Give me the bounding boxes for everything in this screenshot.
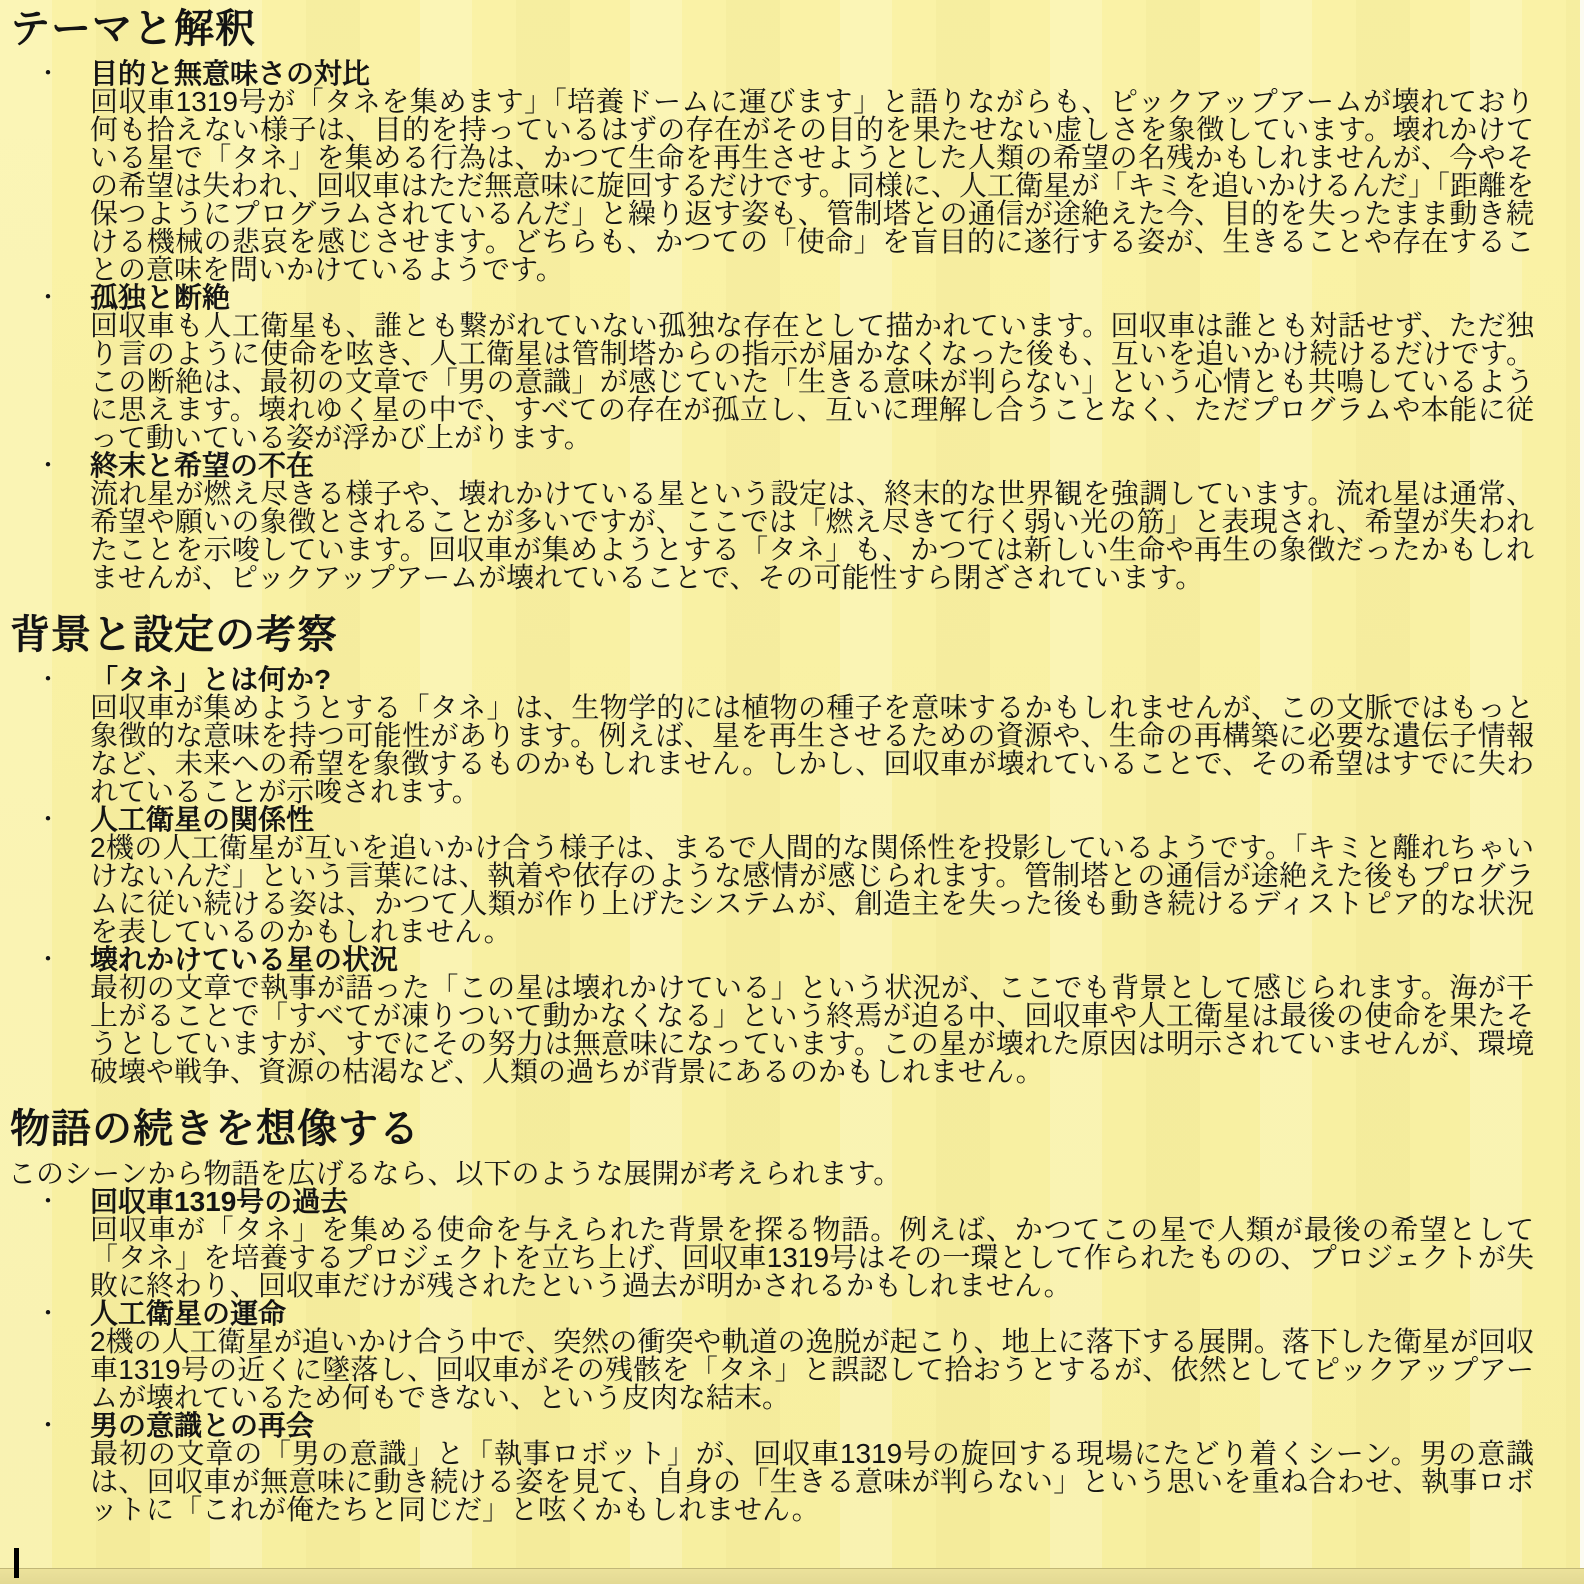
list-item xyxy=(0,1412,1584,1524)
item-body: 2機の人工衛星が追いかけ合う中で、突然の衝突や軌道の逸脱が起こり、地上に落下する展開。落下した衛星が回収車1319号の近くに墜落し、回収車がその残骸を「タネ」と誤認して拾おうとするが、依然としてピックアップアームが壊れているため何もできない、という皮肉な結末。 xyxy=(90,1326,1535,1413)
window-resize-edge[interactable] xyxy=(0,1568,1584,1584)
item-body: 回収車1319号が「タネを集めます」「培養ドームに運びます」と語りながらも、ピックアップアームが壊れており何も拾えない様子は、目的を持っているはずの存在がその目的を果たせない虚しさを象徴しています。壊れかけている星で「タネ」を集める行為は、かつて生命を再生させようとした人類の希望の名残かもしれませんが、今やその希望は失われ、回収車はただ無意味に旋回するだけです。同様に、人工衛星が「キミを追いかけるんだ」「距離を保つようにプログラムされているんだ」と繰り返す姿も、管制塔との通信が途絶えた今、目的を失ったまま動き続ける機械の悲哀を感じさせます。どちらも、かつての「使命」を盲目的に遂行する姿が、生きることや存在することの意味を問いかけているようです。 xyxy=(90,86,1534,285)
window-right-edge xyxy=(1580,0,1584,1584)
item-title: 終末と希望の不在 xyxy=(90,450,315,481)
section-heading-themes: テーマと解釈 xyxy=(10,7,256,51)
bullet-icon: ・ xyxy=(36,1188,60,1215)
bullet-icon: ・ xyxy=(36,60,60,87)
bullet-list xyxy=(0,1188,1584,1524)
item-title: 孤独と断絶 xyxy=(90,282,231,313)
list-item xyxy=(0,284,1584,452)
item-title: 回収車1319号の過去 xyxy=(90,1186,349,1217)
bullet-icon: ・ xyxy=(36,666,60,693)
bullet-list xyxy=(0,666,1584,1086)
item-body: 最初の文章の「男の意識」と「執事ロボット」が、回収車1319号の旋回する現場にたどり着くシーン。男の意識は、回収車が無意味に動き続ける姿を見て、自身の「生きる意味が判らない」という思いを重ね合わせ、執事ロボットに「これが俺たちと同じだ」と呟くかもしれません。 xyxy=(90,1438,1534,1525)
item-title: 目的と無意味さの対比 xyxy=(90,58,371,89)
bullet-icon: ・ xyxy=(36,284,60,311)
text-cursor xyxy=(14,1548,19,1578)
list-item xyxy=(0,1300,1584,1412)
item-title: 人工衛星の関係性 xyxy=(90,804,315,835)
list-item xyxy=(0,452,1584,592)
item-body: 回収車が集めようとする「タネ」は、生物学的には植物の種子を意味するかもしれませんが、この文脈ではもっと象徴的な意味を持つ可能性があります。例えば、星を再生させるための資源や、生命の再構築に必要な遺伝子情報など、未来への希望を象徴するものかもしれません。しかし、回収車が壊れていることで、その希望はすでに失われていることが示唆されます。 xyxy=(90,692,1534,807)
item-title: 壊れかけている星の状況 xyxy=(90,944,399,975)
bullet-icon: ・ xyxy=(36,806,60,833)
note-text-content xyxy=(0,6,1584,1524)
item-body: 最初の文章で執事が語った「この星は壊れかけている」という状況が、ここでも背景として感じられます。海が干上がることで「すべてが凍りついて動かなくなる」という終焉が迫る中、回収車や人工衛星は最後の使命を果たそうとしていますが、すでにその努力は無意味になっています。この星が壊れた原因は明示されていませんが、環境破壊や戦争、資源の枯渇など、人類の過ちが背景にあるのかもしれません。 xyxy=(90,972,1534,1087)
item-title: 「タネ」とは何か? xyxy=(90,664,332,695)
item-title: 男の意識との再会 xyxy=(90,1410,315,1441)
bullet-icon: ・ xyxy=(36,1300,60,1327)
section-heading-setting: 背景と設定の考察 xyxy=(10,613,338,657)
bullet-icon: ・ xyxy=(36,946,60,973)
section-intro: このシーンから物語を広げるなら、以下のような展開が考えられます。 xyxy=(8,1158,902,1189)
list-item xyxy=(0,666,1584,806)
item-title: 人工衛星の運命 xyxy=(90,1298,287,1329)
item-body: 回収車も人工衛星も、誰とも繋がれていない孤独な存在として描かれています。回収車は誰とも対話せず、ただ独り言のように使命を呟き、人工衛星は管制塔からの指示が届かなくなった後も、互いを追いかけ続けるだけです。この断絶は、最初の文章で「男の意識」が感じていた「生きる意味が判らない」という心情とも共鳴しているように思えます。壊れゆく星の中で、すべての存在が孤立し、互いに理解し合うことなく、ただプログラムや本能に従って動いている姿が浮かび上がります。 xyxy=(90,310,1534,453)
list-item xyxy=(0,806,1584,946)
item-body: 2機の人工衛星が互いを追いかけ合う様子は、まるで人間的な関係性を投影しているようです。「キミと離れちゃいけないんだ」という言葉には、執着や依存のような感情が感じられます。管制塔との通信が途絶えた後もプログラムに従い続ける姿は、かつて人類が作り上げたシステムが、創造主を失った後も動き続けるディストピア的な状況を表しているのかもしれません。 xyxy=(90,832,1534,947)
bullet-list xyxy=(0,60,1584,592)
list-item xyxy=(0,60,1584,284)
list-item xyxy=(0,1188,1584,1300)
bullet-icon: ・ xyxy=(36,1412,60,1439)
item-body: 流れ星が燃え尽きる様子や、壊れかけている星という設定は、終末的な世界観を強調しています。流れ星は通常、希望や願いの象徴とされることが多いですが、ここでは「燃え尽きて行く弱い光の筋」と表現され、希望が失われたことを示唆しています。回収車が集めようとする「タネ」も、かつては新しい生命や再生の象徴だったかもしれませんが、ピックアップアームが壊れていることで、その可能性すら閉ざされています。 xyxy=(90,478,1534,593)
list-item xyxy=(0,946,1584,1086)
item-body: 回収車が「タネ」を集める使命を与えられた背景を探る物語。例えば、かつてこの星で人類が最後の希望として「タネ」を培養するプロジェクトを立ち上げ、回収車1319号はその一環として作られたものの、プロジェクトが失敗に終わり、回収車だけが残されたという過去が明かされるかもしれません。 xyxy=(90,1214,1534,1301)
section-heading-continuation: 物語の続きを想像する xyxy=(10,1107,420,1151)
bullet-icon: ・ xyxy=(36,452,60,479)
